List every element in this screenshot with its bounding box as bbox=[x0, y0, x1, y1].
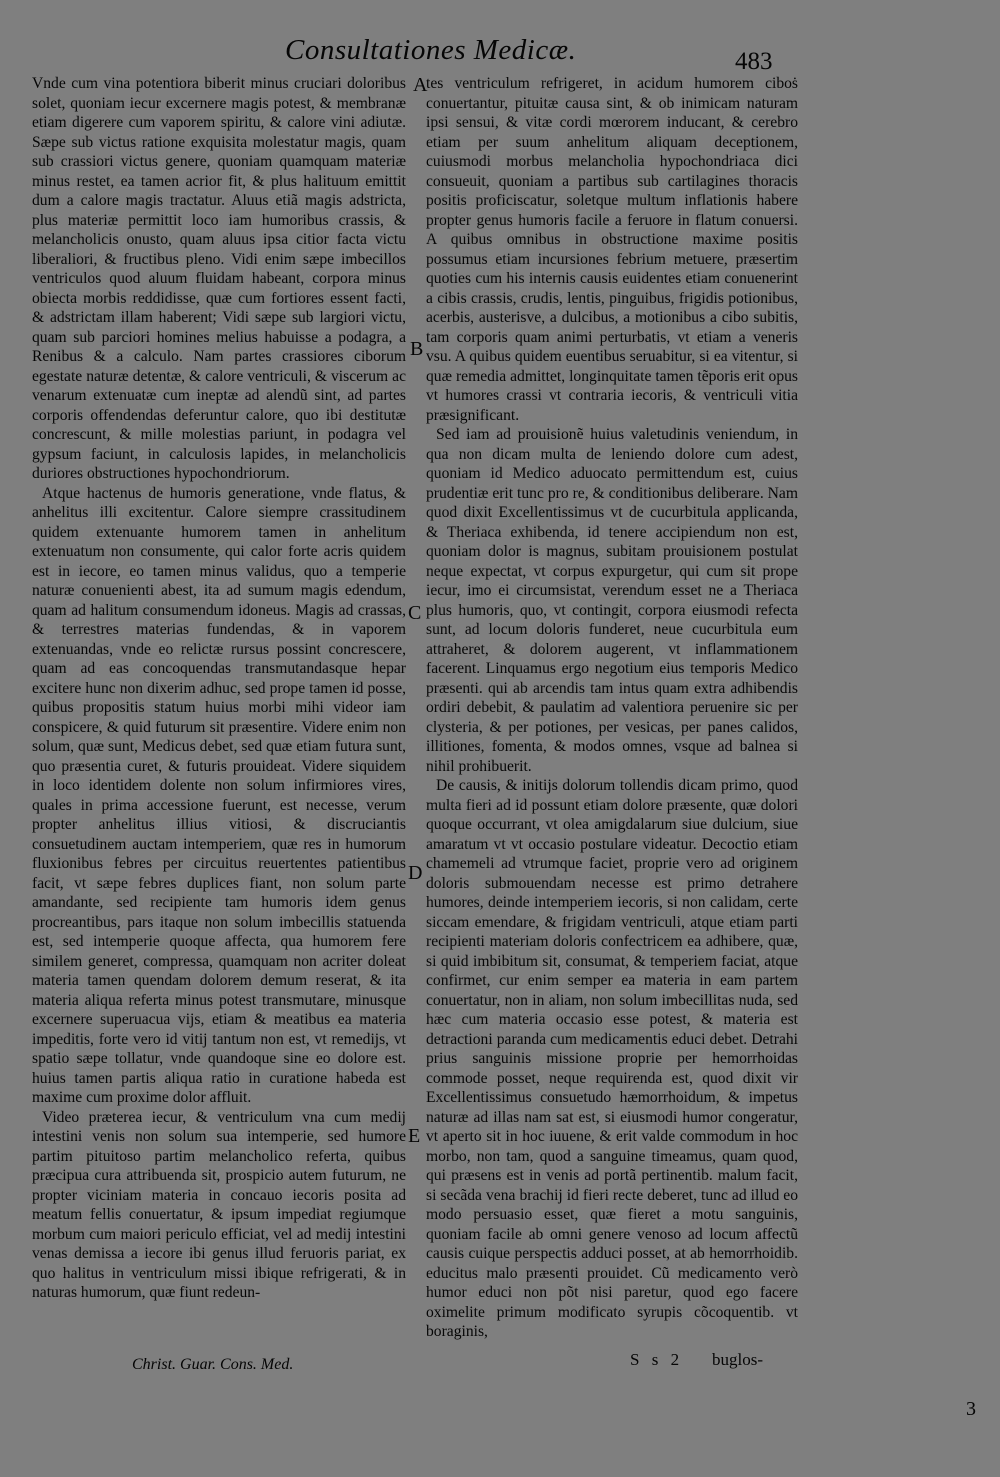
right-paragraph-1: tes ventriculum refrigeret, in acidum humorem ciboṡ conuertantur, pituitæ causa sint, & ob inimicam naturam ipsi sensui, & vitæ cordi mœrorem inducant, & cerebro etiam per suum anhelitum aliquam deceptionem, cuiusmodi morbus melancholia hypochondriaca dici consueuit, quoniam a partibus sub cartilagines thoracis positis proficiscatur, soletque multum inflationis habere propter genus humoris facile a feruore in flatum conuersi. A quibus omnibus in obstructione maxime positis possumus etiam incursiones febrium metuere, præsertim quoties cum his internis causis euidentes etiam conuenerint a cibis crassis, crudis, lentis, pinguibus, frigidis potionibus, acerbis, austerisve, a dulcibus, a motionibus a cibo subitis, tam corporis quam animi perturbatis, vt etiam a veneris vsu. A quibus quidem euentibus seruabitur, si ea vitentur, si quæ remedia admittet, longinquitate tamen tẽporis erit opus vt humores crassi vt contraria iecoris, & ventriculi vitia præsignificant. bbox=[426, 75, 798, 424]
left-paragraph-2: Atque hactenus de humoris generatione, vnde flatus, & anhelitus illi excitentur. Calore siempre crassitudinem quidem extenuante humorem tamen in anhelitum extenuatum non consumente, qui calor forte acris quidem est in iecore, eo tamen minus validus, quo a temperie naturæ conuenienti abest, ita ad sumum magis edendum, quam ad halitum consumendum idoneus. Magis ad crassas, & terrestres materias fundendas, & in vaporem extenuandas, vnde eo relictæ rursus possint concrescere, quam ad eas concoquendas transmutandasque hepar excitere hunc non dixerim adhuc, sed prope tamen id posse, quibus propositis statum huius morbi mihi videor iam conspicere, & quid futurum sit præsentire. Videre enim non solum, quæ sunt, Medicus debet, sed quæ etiam futura sunt, quo præsentia curet, & futuris prouideat. Videre siquidem in loco identidem dolente non solum infirmiores vires, quales in prima accessione fuerunt, est necesse, verum propter anhelitus illius vitiosi, & discruciantis consuetudinem auctam intemperiem, quæ res in humorum fluxionibus febres per circuitus reuertentes patientibus facit, vt sæpe febres duplices fiant, non solum parte amandante, sed recipiente tam humoris idem genus procreantibus, pars itaque non solum imbecillis statuenda est, sed intemperie quoque affecta, qua humorem fere similem generet, compressa, quamquam non acriter doleat materia tamen quendam dolorem demum reserat, & ita materia aliqua referta minus potest transmutare, minusque excernere superuacua vijs, etiam & meatibus ea materia impeditis, forte vero id vitij tantum non est, vt remedijs, vt spatio sæpe tollatur, vnde quandoque sine eo dolore est. huius tamen partis aliqua ratio in curatione habeda est maxime cum proxime dolor affluit. bbox=[32, 484, 406, 1106]
page-number: 483 bbox=[735, 48, 773, 75]
margin-letter-a: A bbox=[413, 74, 428, 96]
right-text-column bbox=[426, 74, 798, 1342]
margin-letter-c: C bbox=[408, 602, 422, 624]
signature-mark: S s 2 bbox=[630, 1350, 680, 1369]
left-paragraph-3: Video præterea iecur, & ventriculum vna cum medij intestini venis non solum sua intemperie, sed humore partim pituitoso partim melancholico referta, quibus præcipua cura attribuenda sit, prospicio autem futurum, ne propter viciniam materia in concauo iecoris posita ad meatum fellis conuertatur, & ipsum impediat regiumque morbum cum maiori periculo efficiat, vel ad medij intestini venas demissa a iecore ibi genus illud feruoris pariat, ex quo halitus in ventriculum missi ibique refrigerati, & in naturas humorum, quæ fiunt redeun- bbox=[32, 1108, 406, 1301]
left-paragraph-1: Vnde cum vina potentiora biberit minus cruciari doloribus solet, quoniam iecur excernere magis potest, & membranæ etiam digerere cum vaporem spiritu, & calore vini adiutæ. Sæpe sub victus ratione exquisita molestatur magis, quam sub crassiori victus genere, quoniam quamquam materiæ minus restet, ea tamen acrior fit, & plus halituum emittit dum a calore magis tractatur. Aluus etiã magis adstricta, plus materiæ permittit loco iam humoribus crassis, & melancholicis onusto, quam aluus ipsa citior facta victu liberaliori, & fructibus pleno. Vidi enim sæpe imbecillos ventriculos quod aluum fluidam habeant, corpora minus obiecta morbis reddidisse, quæ cum fortiores essent facti, & adstrictam illam haberent; Vidi sæpe sub largiori victu, quam sub parciori homines melius habuisse a podagra, a Renibus & a calculo. Nam partes crassiores ciborum egestate naturæ detentæ, & calore ventriculi, & viscerum ac venarum extenuatæ cum ineptæ ad alendũ sint, ad partes corporis offendendas deferuntur calore, quo ibi destitutæ concrescunt, & mille molestias pariunt, in podagra vel gypsum faciunt, in calculosis lapides, in melancholicis duriores obstructiones hypochondriorum. bbox=[32, 75, 406, 482]
margin-letter-b: B bbox=[410, 338, 424, 360]
left-text-column bbox=[32, 74, 406, 1303]
right-paragraph-2: Sed iam ad prouisionẽ huius valetudinis veniendum, in qua non dicam multa de leniendo dolore cum adest, quoniam id Medico aduocato permittendum est, cuius prudentiæ erit tunc pro re, & conditionibus deliberare. Nam quod dixit Excellentissimus vt de cucurbitula applicanda, & Theriaca exhibenda, id tenere accipiendum non est, quoniam dolor is magnus, subitam prouisionem postulat neque expectat, vt corpus expurgetur, qui cum sit prope iecur, imo ei circumsistat, verendum esset ne a Theriaca plus humoris, quo, vt contingit, corpora eiusmodi refecta sunt, ad locum doloris funderet, neue cucurbitula eum attraheret, & dolorem augerent, vt inflammationem facerent. Linquamus ergo negotium eius temporis Medico præsenti. qui ab arcendis tam intus quam extra adhibendis ordiri debebit, & paulatim ad valentiora peruenire sic per clysteria, & per potiones, per vesicas, per panes calidos, illitiones, fomenta, & modos omnes, vsque ad balnea si nihil prohibuerit. bbox=[426, 426, 798, 775]
printer-signature: Christ. Guar. Cons. Med. bbox=[132, 1356, 294, 1373]
margin-letter-d: D bbox=[408, 862, 423, 884]
page-edge-mark: 3 bbox=[966, 1398, 976, 1420]
right-paragraph-3: De causis, & initijs dolorum tollendis dicam primo, quod multa fieri ad id possunt etiam dolore præsente, quæ dolori quoque occurrant, vt olea amigdalarum siue dulcium, siue amaratum vt vt occasio postulare videatur. Decoctio etiam chamemeli ad vtrumque faciet, proprie vero ad originem doloris submouendam necesse est primo detrahere humores, deinde intemperiem iecoris, si non calidam, certe siccam emendare, & frigidam ventriculi, atque etiam parti recipienti materiam doloris confectricem ea adhibere, quæ, si quid imbibitum sit, consumat, & temperiem faciat, atque confirmet, cur enim semper ea materia in eam partem conuertatur, non in aliam, non solum imbecillitas nuda, sed hæc cum materia occasio esse potest, & materia est detractioni paranda cum medicamentis educi debet. Detrahi prius sanguinis missione proprie per hemorrhoidas commode posset, neque requirenda est, quod dixit vir Excellentissimus consuetudo hæmorrhoidum, & impetus naturæ ad illas nam sat est, si eiusmodi humor congeratur, vt aperto sit in hoc iuuene, & erit valde commodum in hoc morbo, non tam, quod a sanguine timeamus, quam quod, qui præsens est in venis ad portã pertinentib. malum facit, si secãda vena brachij id fieri recte deberet, tunc ad illud eo modo persuasio esset, quæ fieret a motu sanguinis, quoniam facile ab omni genere venoso ad locum affectũ causis cuique perspectis adduci posset, at ab hemorrhoidib. educitus malo præsenti prouidet. Cũ medicamento verò humor educi non põt nisi paretur, quod ego facere oximelite primum modificato syrupis cõcoquentib. vt boraginis, bbox=[426, 777, 798, 1340]
catchword: buglos- bbox=[712, 1350, 763, 1369]
margin-letter-e: E bbox=[408, 1125, 421, 1147]
running-header-title: Consultationes Medicæ. bbox=[285, 34, 577, 66]
